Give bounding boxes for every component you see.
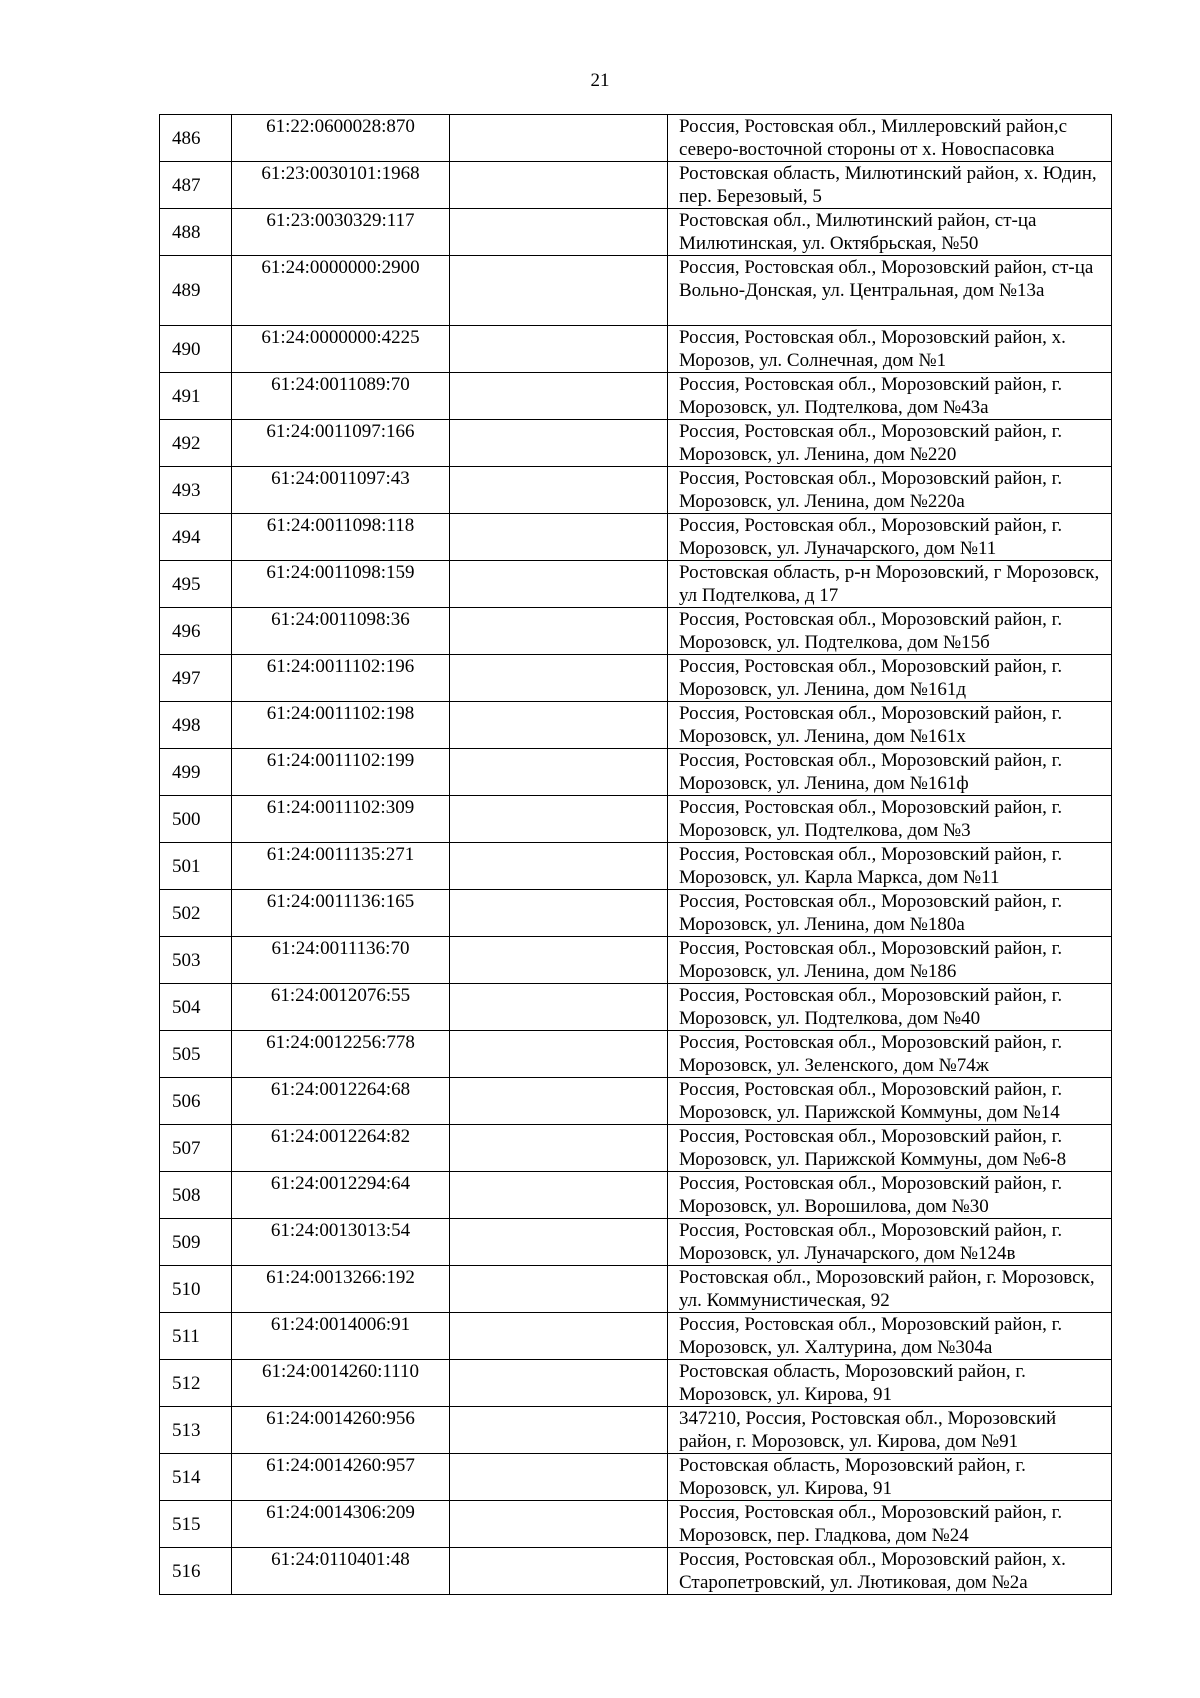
empty-cell (450, 1078, 668, 1125)
row-number-cell: 491 (160, 373, 232, 420)
row-number-cell: 498 (160, 702, 232, 749)
address-cell: Россия, Ростовская обл., Морозовский район, г. Морозовск, ул. Ленина, дом №161ф (668, 749, 1112, 796)
table-row (160, 1548, 1112, 1595)
cadastral-number-cell: 61:24:0011136:70 (232, 937, 450, 984)
table-row (160, 1125, 1112, 1172)
cadastral-number-cell: 61:24:0012264:68 (232, 1078, 450, 1125)
address-cell: Россия, Ростовская обл., Морозовский район, г. Морозовск, ул. Подтелкова, дом №40 (668, 984, 1112, 1031)
cadastral-number-cell: 61:24:0011102:196 (232, 655, 450, 702)
empty-cell (450, 326, 668, 373)
empty-cell (450, 608, 668, 655)
row-number-cell: 487 (160, 162, 232, 209)
table-row (160, 1219, 1112, 1266)
empty-cell (450, 420, 668, 467)
empty-cell (450, 115, 668, 162)
row-number-cell: 503 (160, 937, 232, 984)
cadastral-number-cell: 61:24:0000000:2900 (232, 256, 450, 326)
row-number-cell: 514 (160, 1454, 232, 1501)
cadastral-number-cell: 61:24:0011098:36 (232, 608, 450, 655)
address-cell: Россия, Ростовская обл., Морозовский район, х. Старопетровский, ул. Лютиковая, дом №2а (668, 1548, 1112, 1595)
cadastral-number-cell: 61:24:0012264:82 (232, 1125, 450, 1172)
row-number-cell: 509 (160, 1219, 232, 1266)
address-cell: Россия, Ростовская обл., Морозовский район, г. Морозовск, ул. Ворошилова, дом №30 (668, 1172, 1112, 1219)
row-number-cell: 502 (160, 890, 232, 937)
address-cell: Россия, Ростовская обл., Морозовский район, г. Морозовск, пер. Гладкова, дом №24 (668, 1501, 1112, 1548)
cadastral-number-cell: 61:24:0013013:54 (232, 1219, 450, 1266)
row-number-cell: 494 (160, 514, 232, 561)
row-number-cell: 488 (160, 209, 232, 256)
row-number-cell: 515 (160, 1501, 232, 1548)
table-row (160, 655, 1112, 702)
row-number-cell: 490 (160, 326, 232, 373)
address-cell: Россия, Ростовская обл., Морозовский район, г. Морозовск, ул. Парижской Коммуны, дом №6-8 (668, 1125, 1112, 1172)
empty-cell (450, 890, 668, 937)
empty-cell (450, 561, 668, 608)
table-row (160, 561, 1112, 608)
address-cell: Россия, Ростовская обл., Морозовский район, г. Морозовск, ул. Ленина, дом №161х (668, 702, 1112, 749)
row-number-cell: 516 (160, 1548, 232, 1595)
table-row (160, 1360, 1112, 1407)
empty-cell (450, 1360, 668, 1407)
cadastral-number-cell: 61:22:0600028:870 (232, 115, 450, 162)
row-number-cell: 497 (160, 655, 232, 702)
table-row (160, 702, 1112, 749)
address-cell: Россия, Ростовская обл., Морозовский район, г. Морозовск, ул. Зеленского, дом №74ж (668, 1031, 1112, 1078)
empty-cell (450, 984, 668, 1031)
table-row (160, 514, 1112, 561)
row-number-cell: 496 (160, 608, 232, 655)
address-cell: Ростовская область, Милютинский район, х. Юдин, пер. Березовый, 5 (668, 162, 1112, 209)
row-number-cell: 505 (160, 1031, 232, 1078)
empty-cell (450, 702, 668, 749)
address-cell: Россия, Ростовская обл., Морозовский район, г. Морозовск, ул. Ленина, дом №186 (668, 937, 1112, 984)
table-row (160, 326, 1112, 373)
cadastral-number-cell: 61:24:0011135:271 (232, 843, 450, 890)
table-row (160, 256, 1112, 326)
cadastral-number-cell: 61:24:0011102:199 (232, 749, 450, 796)
address-cell: Ростовская область, Морозовский район, г. Морозовск, ул. Кирова, 91 (668, 1360, 1112, 1407)
empty-cell (450, 1501, 668, 1548)
empty-cell (450, 467, 668, 514)
row-number-cell: 513 (160, 1407, 232, 1454)
page-number: 21 (590, 70, 610, 91)
cadastral-number-cell: 61:24:0014006:91 (232, 1313, 450, 1360)
address-cell: Россия, Ростовская обл., Морозовский район, г. Морозовск, ул. Карла Маркса, дом №11 (668, 843, 1112, 890)
table-row (160, 1407, 1112, 1454)
empty-cell (450, 1172, 668, 1219)
table-row (160, 115, 1112, 162)
address-cell: Россия, Ростовская обл., Морозовский район, г. Морозовск, ул. Подтелкова, дом №3 (668, 796, 1112, 843)
row-number-cell: 501 (160, 843, 232, 890)
table-row (160, 749, 1112, 796)
table-row (160, 162, 1112, 209)
address-cell: Россия, Ростовская обл., Морозовский район, г. Морозовск, ул. Подтелкова, дом №15б (668, 608, 1112, 655)
row-number-cell: 511 (160, 1313, 232, 1360)
row-number-cell: 499 (160, 749, 232, 796)
address-cell: Россия, Ростовская обл., Морозовский район, г. Морозовск, ул. Подтелкова, дом №43а (668, 373, 1112, 420)
address-cell: Ростовская область, Морозовский район, г. Морозовск, ул. Кирова, 91 (668, 1454, 1112, 1501)
row-number-cell: 493 (160, 467, 232, 514)
address-cell: Россия, Ростовская обл., Миллеровский район,с северо-восточной стороны от х. Новоспасовка (668, 115, 1112, 162)
empty-cell (450, 1125, 668, 1172)
cadastral-number-cell: 61:24:0011089:70 (232, 373, 450, 420)
cadastral-number-cell: 61:24:0011097:43 (232, 467, 450, 514)
property-registry-table (159, 114, 1112, 1595)
table-row (160, 1266, 1112, 1313)
cadastral-number-cell: 61:24:0012076:55 (232, 984, 450, 1031)
cadastral-number-cell: 61:24:0014306:209 (232, 1501, 450, 1548)
address-cell: Россия, Ростовская обл., Морозовский район, г. Морозовск, ул. Ленина, дом №161д (668, 655, 1112, 702)
address-cell: Ростовская область, р-н Морозовский, г Морозовск, ул Подтелкова, д 17 (668, 561, 1112, 608)
address-cell: Россия, Ростовская обл., Морозовский район, г. Морозовск, ул. Ленина, дом №220 (668, 420, 1112, 467)
table-row (160, 209, 1112, 256)
cadastral-number-cell: 61:24:0110401:48 (232, 1548, 450, 1595)
empty-cell (450, 1548, 668, 1595)
empty-cell (450, 373, 668, 420)
cadastral-number-cell: 61:24:0011136:165 (232, 890, 450, 937)
row-number-cell: 504 (160, 984, 232, 1031)
address-cell: Ростовская обл., Милютинский район, ст-ца Милютинская, ул. Октябрьская, №50 (668, 209, 1112, 256)
row-number-cell: 489 (160, 256, 232, 326)
cadastral-number-cell: 61:24:0011102:309 (232, 796, 450, 843)
row-number-cell: 508 (160, 1172, 232, 1219)
cadastral-number-cell: 61:24:0011097:166 (232, 420, 450, 467)
address-cell: Россия, Ростовская обл., Морозовский район, г. Морозовск, ул. Ленина, дом №220а (668, 467, 1112, 514)
address-cell: Россия, Ростовская обл., Морозовский район, г. Морозовск, ул. Луначарского, дом №124в (668, 1219, 1112, 1266)
row-number-cell: 500 (160, 796, 232, 843)
empty-cell (450, 843, 668, 890)
table-row (160, 1031, 1112, 1078)
table-row (160, 467, 1112, 514)
row-number-cell: 512 (160, 1360, 232, 1407)
empty-cell (450, 1031, 668, 1078)
empty-cell (450, 209, 668, 256)
row-number-cell: 495 (160, 561, 232, 608)
cadastral-number-cell: 61:24:0014260:957 (232, 1454, 450, 1501)
row-number-cell: 486 (160, 115, 232, 162)
table-row (160, 1454, 1112, 1501)
table-row (160, 1172, 1112, 1219)
empty-cell (450, 655, 668, 702)
empty-cell (450, 1266, 668, 1313)
table-row (160, 890, 1112, 937)
empty-cell (450, 162, 668, 209)
table-row (160, 796, 1112, 843)
table-row (160, 843, 1112, 890)
table-row (160, 984, 1112, 1031)
table-row (160, 373, 1112, 420)
cadastral-number-cell: 61:24:0012294:64 (232, 1172, 450, 1219)
address-cell: Россия, Ростовская обл., Морозовский район, г. Морозовск, ул. Луначарского, дом №11 (668, 514, 1112, 561)
cadastral-number-cell: 61:24:0011098:159 (232, 561, 450, 608)
row-number-cell: 510 (160, 1266, 232, 1313)
empty-cell (450, 749, 668, 796)
cadastral-number-cell: 61:24:0014260:956 (232, 1407, 450, 1454)
empty-cell (450, 1454, 668, 1501)
cadastral-number-cell: 61:24:0000000:4225 (232, 326, 450, 373)
cadastral-number-cell: 61:24:0014260:1110 (232, 1360, 450, 1407)
address-cell: Россия, Ростовская обл., Морозовский район, ст-ца Вольно-Донская, ул. Центральная, дом №13а (668, 256, 1112, 326)
table-row (160, 608, 1112, 655)
address-cell: Россия, Ростовская обл., Морозовский район, х. Морозов, ул. Солнечная, дом №1 (668, 326, 1112, 373)
cadastral-number-cell: 61:24:0011102:198 (232, 702, 450, 749)
table-body (160, 115, 1112, 1595)
empty-cell (450, 937, 668, 984)
table-row (160, 1313, 1112, 1360)
row-number-cell: 506 (160, 1078, 232, 1125)
empty-cell (450, 256, 668, 326)
empty-cell (450, 1219, 668, 1266)
empty-cell (450, 1407, 668, 1454)
row-number-cell: 507 (160, 1125, 232, 1172)
cadastral-number-cell: 61:24:0013266:192 (232, 1266, 450, 1313)
cadastral-number-cell: 61:23:0030329:117 (232, 209, 450, 256)
empty-cell (450, 796, 668, 843)
cadastral-number-cell: 61:24:0011098:118 (232, 514, 450, 561)
address-cell: Россия, Ростовская обл., Морозовский район, г. Морозовск, ул. Халтурина, дом №304а (668, 1313, 1112, 1360)
empty-cell (450, 514, 668, 561)
address-cell: Россия, Ростовская обл., Морозовский район, г. Морозовск, ул. Ленина, дом №180а (668, 890, 1112, 937)
table-row (160, 1078, 1112, 1125)
address-cell: 347210, Россия, Ростовская обл., Морозовский район, г. Морозовск, ул. Кирова, дом №91 (668, 1407, 1112, 1454)
table-row (160, 937, 1112, 984)
empty-cell (450, 1313, 668, 1360)
table-row (160, 420, 1112, 467)
address-cell: Россия, Ростовская обл., Морозовский район, г. Морозовск, ул. Парижской Коммуны, дом №14 (668, 1078, 1112, 1125)
cadastral-number-cell: 61:23:0030101:1968 (232, 162, 450, 209)
row-number-cell: 492 (160, 420, 232, 467)
table-row (160, 1501, 1112, 1548)
cadastral-number-cell: 61:24:0012256:778 (232, 1031, 450, 1078)
address-cell: Ростовская обл., Морозовский район, г. Морозовск, ул. Коммунистическая, 92 (668, 1266, 1112, 1313)
